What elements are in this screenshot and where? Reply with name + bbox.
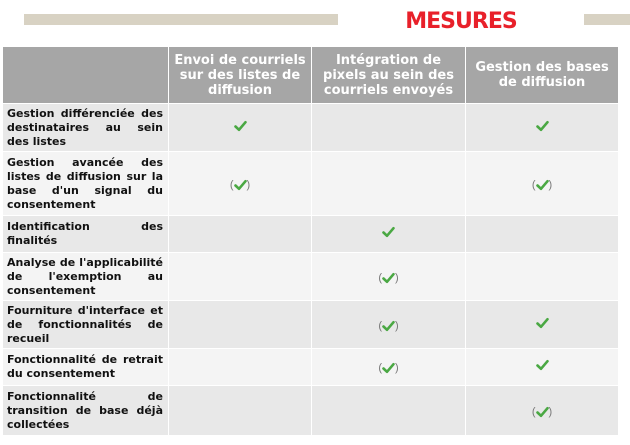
table-cell: [466, 349, 619, 386]
parenthesized-checkmark-icon: ( ): [378, 319, 399, 332]
checkmark-icon: [536, 317, 549, 329]
row-label: Gestion avancée des listes de diffusion sur la base d'un signal du consentement: [3, 152, 169, 216]
column-header: [3, 47, 169, 104]
checkmark-icon: [536, 120, 549, 132]
table-row: [3, 104, 619, 152]
checkmark-icon: [536, 359, 549, 371]
table-row: [3, 301, 619, 349]
column-header: Intégration de pixels au sein des courriels envoyés: [312, 47, 466, 104]
row-label: Fourniture d'interface et de fonctionnalités de recueil: [3, 301, 169, 349]
table-cell: [466, 104, 619, 152]
page-title: MESURES: [405, 9, 517, 34]
table-cell: [169, 216, 312, 253]
table-cell: [466, 301, 619, 349]
table-cell: [169, 104, 312, 152]
table-cell: [169, 152, 312, 216]
table-row: [3, 216, 619, 253]
parenthesized-checkmark-icon: ( ): [531, 178, 553, 191]
table-cell: [312, 104, 466, 152]
checkmark-icon: [234, 120, 247, 132]
table-row: [3, 152, 619, 216]
parenthesized-checkmark-icon: ( ): [531, 405, 553, 418]
table-row: [3, 386, 619, 436]
table-cell: [466, 152, 619, 216]
row-label: Identification des finalités: [3, 216, 169, 253]
row-label: Fonctionnalité de transition de base déjà collectées: [3, 386, 169, 436]
table-cell: [312, 386, 466, 436]
parenthesized-checkmark-icon: ( ): [229, 178, 251, 191]
table-cell: [312, 349, 466, 386]
table-cell: [466, 216, 619, 253]
parenthesized-checkmark-icon: ( ): [378, 362, 399, 374]
table-row: [3, 253, 619, 301]
column-header: Envoi de courriels sur des listes de diffusion: [169, 47, 312, 104]
table-row: [3, 349, 619, 386]
parenthesized-checkmark-icon: ( ): [378, 271, 399, 284]
table-cell: [466, 253, 619, 301]
checkmark-icon: [382, 226, 395, 238]
measures-table: [2, 46, 619, 436]
row-label: Analyse de l'applicabilité de l'exemption au consentement: [3, 253, 169, 301]
table-header-row: [3, 47, 619, 104]
row-label: Fonctionnalité de retrait du consentement: [3, 349, 169, 386]
column-header: Gestion des bases de diffusion: [466, 47, 619, 104]
table-cell: [312, 253, 466, 301]
table-cell: [169, 349, 312, 386]
table-cell: [312, 152, 466, 216]
decorative-bar-left: [24, 14, 338, 25]
table-cell: [169, 253, 312, 301]
table-cell: [169, 386, 312, 436]
row-label: Gestion différenciée des destinataires au sein des listes: [3, 104, 169, 152]
table-cell: [312, 301, 466, 349]
table-cell: [466, 386, 619, 436]
table-cell: [169, 301, 312, 349]
decorative-bar-right: [584, 14, 630, 25]
table-cell: [312, 216, 466, 253]
